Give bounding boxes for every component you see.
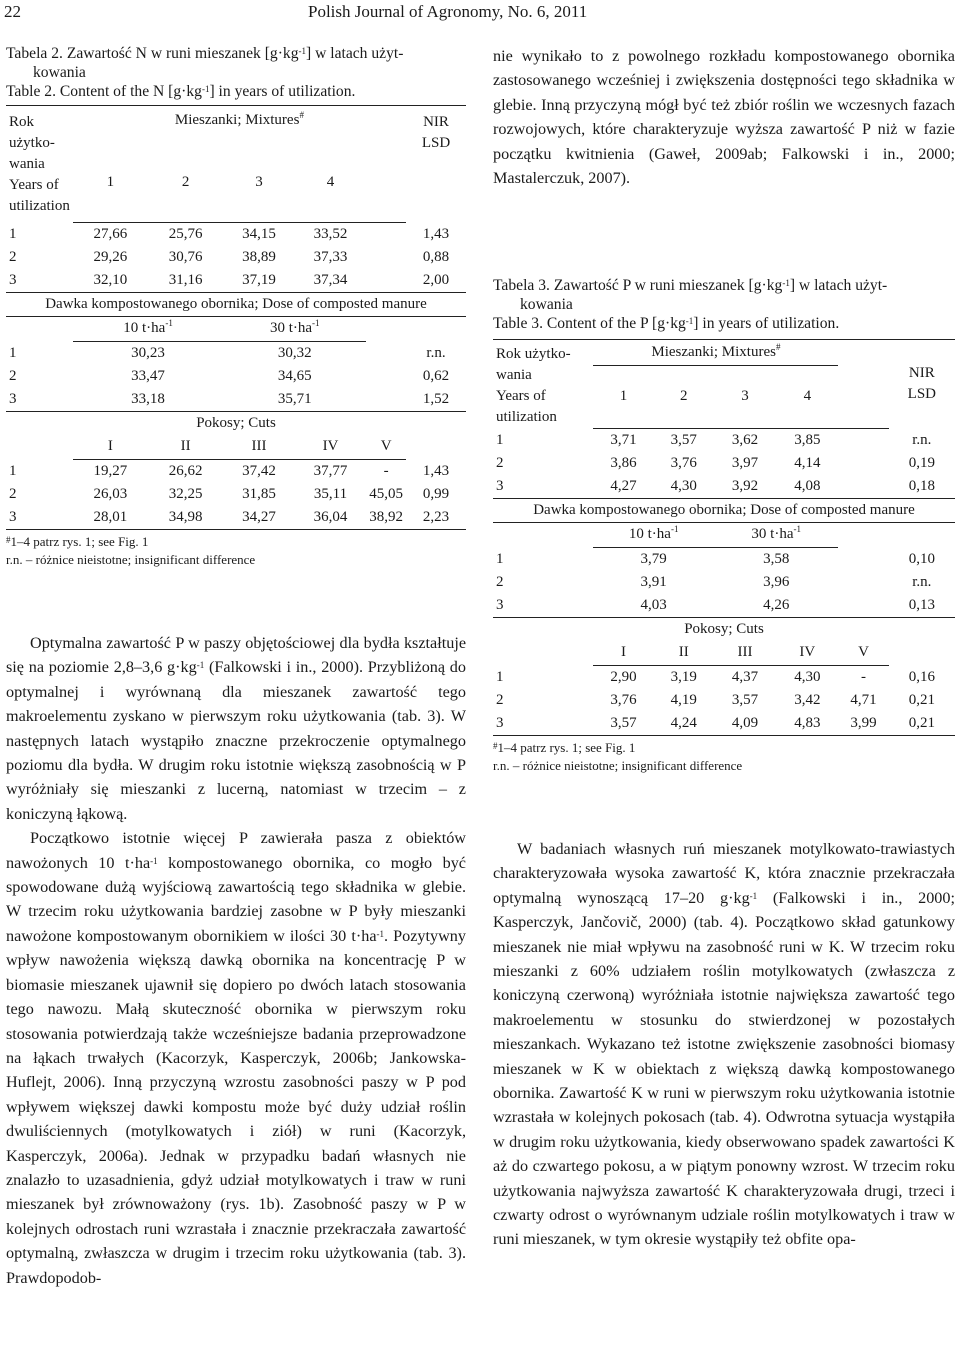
table-row: 3 33,18 35,71 1,52: [6, 388, 466, 412]
table2-cuts-header: Pokosy; Cuts: [196, 415, 276, 431]
table2-caption: [6, 44, 466, 101]
table-row: 2 29,26 30,76 38,89 37,33 0,88: [9, 249, 450, 265]
table2-note-rn: r.n. – różnice nieistotne; insignificant difference: [6, 552, 256, 567]
table3-head-nir: NIR LSD: [889, 340, 955, 429]
table3-cuts-cols: I II III IV V: [621, 643, 869, 660]
table-row: 3 28,01 34,98 34,27 36,04 38,92 2,23: [6, 506, 466, 530]
table-row: 1 3,71 3,57 3,62 3,85 r.n.: [496, 431, 932, 448]
right-body-text: [493, 837, 955, 1252]
table2-caption-pl: Tabela 2. Zawartość N w runi mieszanek $[g\cdot kg^{-1}]$ w latach użyt- kowania: [6, 45, 404, 81]
table-row: 3 3,57 4,24 4,09 4,83 3,99 0,21: [493, 712, 955, 736]
table-row: 2 3,86 3,76 3,97 4,14 0,19: [496, 454, 935, 471]
table-row: 1 3,79 3,58 0,10: [496, 550, 935, 567]
table2-note-fig: #1–4 patrz rys. 1; see Fig. 1: [6, 534, 149, 549]
table3-head-mixtures: Mieszanki; Mixtures#: [593, 340, 838, 365]
page-header: [0, 2, 960, 26]
table2-dose-header: Dawka kompostowanego obornika; Dose of composted manure: [6, 293, 466, 317]
left-column: [6, 44, 466, 1290]
table3-head-year: Rok użytko- wania Years of utilization: [493, 340, 593, 429]
table2-head-mixtures: Mieszanki; Mixtures#: [73, 106, 406, 143]
table2-header-row: [6, 106, 466, 143]
table-row: 3 4,03 4,26 0,13: [493, 594, 955, 618]
paragraph: Początkowo istotnie więcej P zawierała pasza z obiektów nawożonych 10 $t\cdot ha^{-1}$ kompostowanego obornika, co mogło być spowodowane dużą wyjściową zawartością tego składnika w glebie. W trzecim roku użytkowania bardziej zasobne w P były mieszanki nawożone kompostowanym obornikiem w ilości 30 $t\cdot ha^{-1}$. Pozytywny wpływ nawożenia większą dawką obornika na koncentrację P w biomasie mieszanek ujawnił się dopiero po dwóch latach stosowania tego nawozu. Małą skuteczność obornika w pierwszym roku stosowania potwierdzają także wcześniejsze badania przeprowadzone na łąkach trwałych (Kacorzyk, Kasperczyk, 2006b; Jankowska-Huflejt, 2006). Inną przyczyną wzrostu zasobności paszy w P pod wpływem większej dawki kompostu może być duży udział roślin dwuliściennych (motylkowatych i ziół) w runi (Kacorzyk, Kasperczyk, 2006a). Jednak w przypadku badań własnych nie znalazło to uzasadnienia, gdyż udział motylkowatych i traw w runi mieszanek był zrównoważony (rys. 1b). Zasobność paszy w P w kolejnych odrostach runi wzrastała i znacznie przekraczała zawartość optymalną, zwłaszcza w drugim i trzecim roku użytkowania (tab. 3). Prawdopodob-: [6, 829, 466, 1287]
table3-mix-cols: 1 2 3 4: [493, 365, 955, 428]
table-row: 2 3,76 4,19 3,57 3,42 4,71 0,21: [496, 691, 935, 708]
page-number: 22: [4, 2, 21, 21]
table-row: 1 27,66 25,76 34,15 33,52 1,43: [9, 225, 450, 242]
table3-note-rn: r.n. – różnice nieistotne; insignificant difference: [493, 757, 743, 773]
table3-caption: [493, 276, 955, 333]
table3-dose-header: Dawka kompostowanego obornika; Dose of composted manure: [493, 498, 955, 522]
table3-dose-cols: 10 $t\cdot ha^{-1}$ 30 $t\cdot ha^{-1}$: [628, 523, 801, 542]
table3-note-fig: #1–4 patrz rys. 1; see Fig. 1: [493, 739, 636, 755]
paragraph: W badaniach własnych ruń mieszanek motylkowato-trawiastych charakteryzowała wysoka zawartość K, która znacznie przekraczała optymalną wynoszącą 17–20 $g\cdot kg^{-1}$ (Falkowski i in., 2000; Kasperczyk, Jančovič, 2000) (tab. 4). Początkowo skład gatunkowy mieszanek nie miał wpływu na zasobność runi w K. W trzecim roku mieszanki z 60% udziałem roślin motylkowatych (zwłaszcza z koniczyną czerwoną) wyróżniała istotnie największa zawartość tego makroelementu w stosunku do stwierdzonej w pozostałych mieszankach. Wykazano też istotne zwiększenie zasobności biomasy mieszanek w K w obiektach z większą dawką kompostowanego obornika. Zawartość K w runi w pierwszym roku użytkowania istotnie wzrastała w kolejnych pokosach (tab. 4). Odwrotna sytuacja wystąpiła w drugim roku użytkowania, kiedy obserwowano spadek zawartości K aż do czwartego pokosu, a w piątym ponowny wzrost. W trzecim roku użytkowania najwyższa zawartość K charakteryzowała drugi, trzeci i czwarty odrost o wyrównanym udziale roślin motylkowatych i traw w runi mieszanek, w tym okresie wystąpiły też obfite opa-: [493, 839, 955, 1249]
table3: [493, 339, 955, 736]
table3-header-row: [493, 340, 955, 365]
journal-title: Polish Journal of Agronomy, No. 6, 2011: [308, 2, 588, 21]
table-row: 2 33,47 34,65 0,62: [9, 368, 450, 384]
table-row: 1 30,23 30,32 r.n.: [9, 344, 446, 361]
table2-cuts-cols: I II III IV V: [107, 438, 392, 454]
table2-dose-cols: 10 $t\cdot ha^{-1}$ 30 $t\cdot ha^{-1}$: [123, 318, 320, 336]
table3-caption-en: Table 3. Content of the P $[g\cdot kg^{-1}]$ in years of utilization.: [493, 315, 840, 333]
table3-caption-pl: Tabela 3. Zawartość P w runi mieszanek $[g\cdot kg^{-1}]$ w latach użyt- kowania: [493, 277, 888, 314]
table-row: 1 19,27 26,62 37,42 37,77 - 1,43: [9, 462, 450, 479]
table2-caption-en: Table 2. Content of the N $[g\cdot kg^{-1}]$ in years of utilization.: [6, 83, 356, 100]
table-row: 2 26,03 32,25 31,85 35,11 45,05 0,99: [9, 486, 450, 502]
right-column: [493, 44, 955, 1252]
table2-head-nir: NIR LSD: [406, 106, 466, 223]
table-row: 3 4,27 4,30 3,92 4,08 0,18: [493, 475, 955, 499]
paragraph: Optymalna zawartość P w paszy objętościowej dla bydła kształtuje się na poziomie 2,8–3,6 $g\cdot kg^{-1}$ (Falkowski i in., 2000). Przybliżoną do optymalnej i wyrównaną dla mieszanek zawartość tego makroelementu zyskano w pierwszym roku użytkowania (tab. 3). W następnych latach wystąpiło znaczne przekroczenie optymalnego poziomu dla bydła. W drugim roku istotnie większą zasobnością w P wyróżniały się mieszanki z lucerną, natomiast w trzecim – z koniczyną łąkową.: [6, 634, 466, 823]
left-body-text: [6, 631, 466, 1290]
table-row: 2 3,91 3,96 r.n.: [496, 573, 932, 590]
table2-mix-cols: 1 2 3 4: [6, 142, 466, 223]
right-top-text: [493, 44, 955, 190]
paragraph: nie wynikało to z powolnego rozkładu kompostowanego obornika zastosowanego wcześniej i zwiększenia dostępności tego składnika w glebie. Inną przyczyną mógł być też zbiór roślin we wczesnych fazach rozwojowych, które charakteryzuje wyższa zawartość P niż w fazie początku kwitnienia (Gaweł, 2009ab; Falkowski i in., 2000; Mastalerczuk, 2007).: [493, 47, 955, 188]
table-row: 3 32,10 31,16 37,19 37,34 2,00: [6, 269, 466, 293]
table2: [6, 105, 466, 530]
table-row: 1 2,90 3,19 4,37 4,30 - 0,16: [496, 668, 935, 685]
table3-cuts-header: Pokosy; Cuts: [684, 620, 764, 637]
table2-head-year: Rok użytko- wania Years of utilization: [6, 106, 73, 223]
